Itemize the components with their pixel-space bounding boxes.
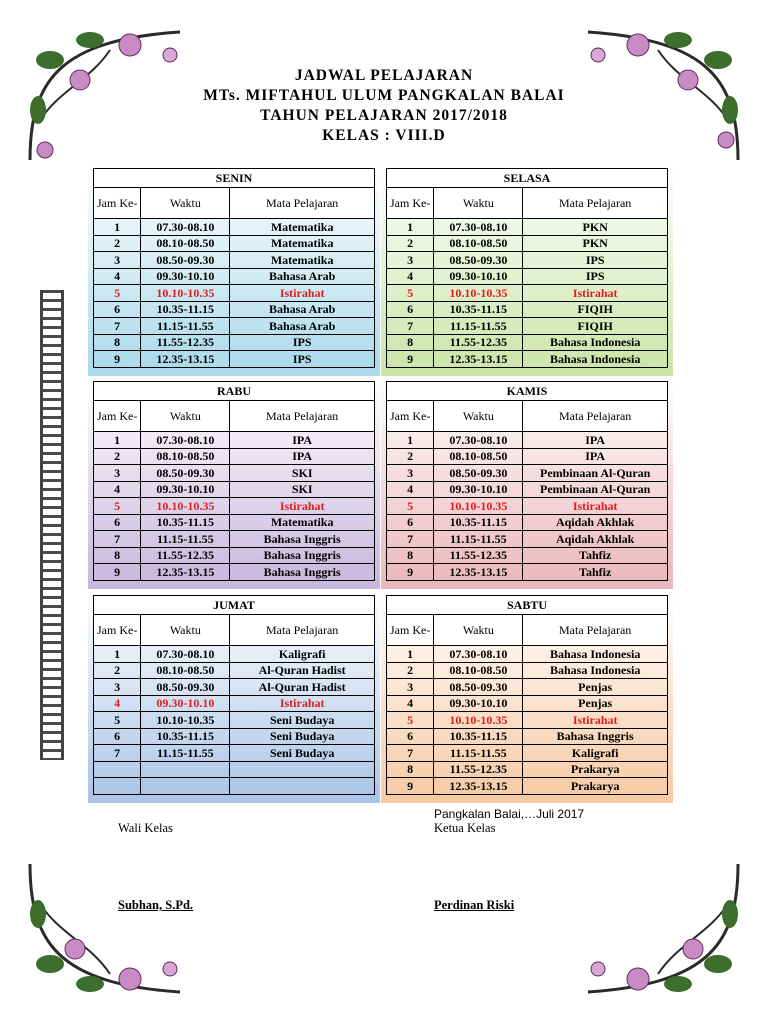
period-number: 2 [387,448,434,465]
period-time: 09.30-10.10 [141,695,230,712]
period-number: 6 [387,728,434,745]
subject: Matematika [230,514,375,531]
period-time: 10.35-11.15 [434,514,523,531]
period-number: 8 [94,547,141,564]
period-number: 1 [94,646,141,663]
subject: IPA [230,432,375,449]
table-row [387,285,668,302]
period-number: 3 [94,465,141,482]
table-row [387,481,668,498]
period-time: 08.10-08.50 [434,235,523,252]
table-row [94,481,375,498]
subject: Al-Quran Hadist [230,662,375,679]
subject [230,761,375,778]
period-time: 08.10-08.50 [141,662,230,679]
subject: Prakarya [523,761,668,778]
subject: Istirahat [523,712,668,729]
col-jam: Jam Ke- [387,188,434,219]
col-mapel: Mata Pelajaran [523,401,668,432]
subject: Seni Budaya [230,745,375,762]
period-number: 4 [94,695,141,712]
period-time: 10.10-10.35 [141,712,230,729]
table-row [387,334,668,351]
table-row [387,778,668,795]
period-time: 08.50-09.30 [434,252,523,269]
subject: Kaligrafi [230,646,375,663]
table-row [94,448,375,465]
table-row [94,531,375,548]
period-number: 6 [94,514,141,531]
period-number: 5 [94,712,141,729]
period-time: 11.15-11.55 [434,531,523,548]
col-mapel: Mata Pelajaran [523,615,668,646]
table-row [94,761,375,778]
period-number: 8 [387,547,434,564]
table-row [387,712,668,729]
panel-kamis [381,376,673,589]
subject: PKN [523,219,668,236]
period-time: 08.50-09.30 [141,465,230,482]
col-waktu: Waktu [434,615,523,646]
period-number: 1 [387,646,434,663]
subject: Penjas [523,695,668,712]
col-waktu: Waktu [434,188,523,219]
table-row [94,662,375,679]
period-time [141,761,230,778]
subject: IPS [230,351,375,368]
subject: IPA [230,448,375,465]
title-line-2: MTs. MIFTAHUL ULUM PANGKALAN BALAI [203,87,565,104]
subject [230,778,375,795]
table-row [94,252,375,269]
col-mapel: Mata Pelajaran [230,401,375,432]
table-row [387,745,668,762]
period-number: 5 [94,285,141,302]
period-number: 4 [387,695,434,712]
table-row [94,695,375,712]
table-row [94,334,375,351]
col-waktu: Waktu [141,615,230,646]
day-name: JUMAT [94,596,375,615]
subject: Penjas [523,679,668,696]
period-time: 09.30-10.10 [434,481,523,498]
table-row [94,219,375,236]
period-time: 08.50-09.30 [434,465,523,482]
subject: Bahasa Indonesia [523,334,668,351]
period-time: 08.50-09.30 [434,679,523,696]
title-line-4: KELAS : VIII.D [322,127,446,144]
period-number: 9 [94,564,141,581]
table-row [387,761,668,778]
period-time: 08.10-08.50 [434,448,523,465]
subject: Aqidah Akhlak [523,531,668,548]
period-time: 07.30-08.10 [141,646,230,663]
table-row [94,679,375,696]
col-jam: Jam Ke- [387,401,434,432]
period-number: 3 [94,679,141,696]
table-row [387,514,668,531]
subject: Matematika [230,252,375,269]
table-row [387,268,668,285]
table-row [387,448,668,465]
period-number: 2 [387,662,434,679]
subject: Bahasa Inggris [230,564,375,581]
col-jam: Jam Ke- [94,401,141,432]
period-number: 7 [94,531,141,548]
period-number: 2 [387,235,434,252]
panel-rabu [88,376,380,589]
table-row [387,219,668,236]
subject: Kaligrafi [523,745,668,762]
right-role: Ketua Kelas [434,821,496,835]
table-row [387,564,668,581]
period-time: 10.10-10.35 [434,498,523,515]
subject: Bahasa Arab [230,301,375,318]
subject: PKN [523,235,668,252]
period-time: 08.50-09.30 [141,679,230,696]
right-signatory-name: Perdinan Riski [434,898,515,912]
period-number: 4 [94,268,141,285]
subject: Tahfiz [523,564,668,581]
period-time: 09.30-10.10 [141,481,230,498]
day-name: RABU [94,382,375,401]
col-jam: Jam Ke- [387,615,434,646]
table-row [387,235,668,252]
floral-corner-bottom-right [578,854,748,1004]
period-number: 5 [387,285,434,302]
col-mapel: Mata Pelajaran [523,188,668,219]
period-number: 7 [94,318,141,335]
period-number: 9 [94,351,141,368]
schedule-table [386,381,668,581]
period-time: 12.35-13.15 [434,778,523,795]
subject: Istirahat [230,498,375,515]
subject: FIQIH [523,318,668,335]
period-number: 5 [94,498,141,515]
period-number: 7 [94,745,141,762]
subject: Tahfiz [523,547,668,564]
vine-border-left [40,290,64,760]
subject: IPS [230,334,375,351]
period-time: 11.55-12.35 [141,334,230,351]
period-time: 11.55-12.35 [434,761,523,778]
schedule-table [93,595,375,795]
day-name: SELASA [387,169,668,188]
subject: Aqidah Akhlak [523,514,668,531]
table-row [387,695,668,712]
title-line-3: TAHUN PELAJARAN 2017/2018 [260,107,508,124]
period-time: 10.35-11.15 [141,514,230,531]
period-time: 12.35-13.15 [434,351,523,368]
floral-corner-bottom-left [20,854,190,1004]
table-row [387,351,668,368]
subject: Bahasa Indonesia [523,662,668,679]
period-time: 12.35-13.15 [141,351,230,368]
subject: Bahasa Arab [230,268,375,285]
table-row [387,679,668,696]
period-number: 3 [94,252,141,269]
period-time: 09.30-10.10 [434,268,523,285]
panel-jumat [88,590,380,803]
schedule-table [93,381,375,581]
period-number: 6 [387,301,434,318]
col-mapel: Mata Pelajaran [230,615,375,646]
period-time: 09.30-10.10 [141,268,230,285]
subject: Bahasa Indonesia [523,351,668,368]
table-row [387,547,668,564]
period-number: 4 [387,481,434,498]
period-time: 11.15-11.55 [141,745,230,762]
subject: Matematika [230,235,375,252]
left-signatory-name: Subhan, S.Pd. [118,898,194,912]
period-time: 11.55-12.35 [141,547,230,564]
day-name: SABTU [387,596,668,615]
period-time: 11.15-11.55 [434,745,523,762]
schedule-table [386,168,668,368]
period-time: 10.10-10.35 [141,498,230,515]
period-number: 4 [94,481,141,498]
period-number: 8 [387,761,434,778]
period-number: 6 [94,728,141,745]
table-row [387,728,668,745]
period-time: 11.15-11.55 [434,318,523,335]
period-time: 07.30-08.10 [434,219,523,236]
table-row [94,432,375,449]
subject: Bahasa Arab [230,318,375,335]
period-time: 07.30-08.10 [434,432,523,449]
period-time: 11.55-12.35 [434,547,523,564]
table-row [387,531,668,548]
subject: Istirahat [523,285,668,302]
subject: Seni Budaya [230,712,375,729]
table-row [94,728,375,745]
period-number: 3 [387,679,434,696]
table-row [94,778,375,795]
subject: SKI [230,481,375,498]
subject: IPS [523,268,668,285]
period-number: 2 [94,448,141,465]
left-role: Wali Kelas [118,821,173,835]
table-row [94,285,375,302]
col-waktu: Waktu [141,401,230,432]
table-row [387,252,668,269]
table-row [94,498,375,515]
subject: SKI [230,465,375,482]
title-line-1: JADWAL PELAJARAN [294,67,474,84]
table-row [94,268,375,285]
col-mapel: Mata Pelajaran [230,188,375,219]
period-number: 1 [94,432,141,449]
table-row [94,318,375,335]
period-time: 12.35-13.15 [434,564,523,581]
col-waktu: Waktu [434,401,523,432]
period-time: 07.30-08.10 [434,646,523,663]
period-time: 08.50-09.30 [141,252,230,269]
schedule-table [93,168,375,368]
period-number: 8 [94,334,141,351]
table-row [94,712,375,729]
subject: Bahasa Inggris [523,728,668,745]
period-number: 7 [387,531,434,548]
panel-selasa [381,163,673,376]
period-number [94,761,141,778]
table-row [94,351,375,368]
period-time: 07.30-08.10 [141,432,230,449]
subject: Pembinaan Al-Quran [523,465,668,482]
subject: Bahasa Inggris [230,547,375,564]
period-number: 9 [387,564,434,581]
subject: IPS [523,252,668,269]
period-time: 08.10-08.50 [141,235,230,252]
period-time: 10.10-10.35 [141,285,230,302]
table-row [94,465,375,482]
day-name: SENIN [94,169,375,188]
period-time: 10.35-11.15 [141,728,230,745]
period-number: 2 [94,662,141,679]
period-time: 11.15-11.55 [141,531,230,548]
table-row [94,745,375,762]
table-row [387,465,668,482]
table-row [94,547,375,564]
col-jam: Jam Ke- [94,615,141,646]
subject: IPA [523,448,668,465]
period-number [94,778,141,795]
table-row [94,235,375,252]
table-row [94,646,375,663]
period-number: 7 [387,318,434,335]
subject: Al-Quran Hadist [230,679,375,696]
table-row [387,301,668,318]
day-name: KAMIS [387,382,668,401]
period-time: 12.35-13.15 [141,564,230,581]
period-time: 09.30-10.10 [434,695,523,712]
subject: Seni Budaya [230,728,375,745]
subject: Bahasa Inggris [230,531,375,548]
period-number: 1 [387,219,434,236]
period-number: 7 [387,745,434,762]
table-row [387,662,668,679]
period-number: 9 [387,778,434,795]
col-waktu: Waktu [141,188,230,219]
table-row [94,564,375,581]
period-number: 1 [387,432,434,449]
place-date: Pangkalan Balai,…Juli 2017 [434,807,585,821]
period-time: 11.55-12.35 [434,334,523,351]
table-row [94,301,375,318]
subject: FIQIH [523,301,668,318]
table-row [387,498,668,515]
subject: Istirahat [230,285,375,302]
subject: Istirahat [523,498,668,515]
subject: Pembinaan Al-Quran [523,481,668,498]
period-number: 3 [387,465,434,482]
period-time: 11.15-11.55 [141,318,230,335]
period-time: 10.10-10.35 [434,285,523,302]
period-time: 07.30-08.10 [141,219,230,236]
table-row [387,318,668,335]
period-number: 5 [387,498,434,515]
panel-sabtu [381,590,673,803]
table-row [94,514,375,531]
table-row [387,432,668,449]
subject: Matematika [230,219,375,236]
period-time: 10.35-11.15 [434,728,523,745]
period-number: 9 [387,351,434,368]
period-number: 6 [387,514,434,531]
subject: Prakarya [523,778,668,795]
subject: IPA [523,432,668,449]
panel-senin [88,163,380,376]
period-number: 4 [387,268,434,285]
period-time [141,778,230,795]
period-time: 08.10-08.50 [141,448,230,465]
document-title [0,66,768,146]
period-number: 8 [387,334,434,351]
period-time: 10.35-11.15 [141,301,230,318]
schedule-table [386,595,668,795]
period-number: 1 [94,219,141,236]
period-number: 5 [387,712,434,729]
table-row [387,646,668,663]
period-number: 6 [94,301,141,318]
col-jam: Jam Ke- [94,188,141,219]
subject: Istirahat [230,695,375,712]
period-time: 08.10-08.50 [434,662,523,679]
subject: Bahasa Indonesia [523,646,668,663]
period-number: 3 [387,252,434,269]
period-number: 2 [94,235,141,252]
period-time: 10.10-10.35 [434,712,523,729]
period-time: 10.35-11.15 [434,301,523,318]
